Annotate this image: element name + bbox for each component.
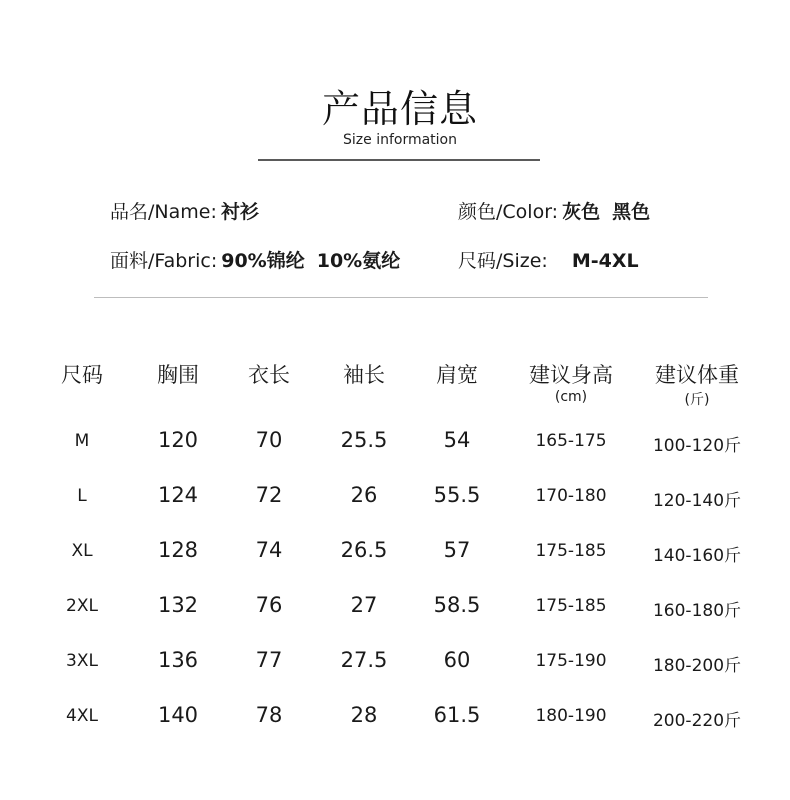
table-cell-weight: 200-220斤 (652, 711, 742, 731)
table-cell-length: 72 (255, 483, 283, 507)
info-size (458, 246, 639, 273)
page-subtitle: Size information (343, 132, 457, 148)
table-cell-sleeve: 26 (350, 483, 378, 507)
table-cell-size: M (74, 431, 90, 451)
table-cell-length: 76 (255, 593, 283, 617)
column-header-sleeve: 袖长 (343, 363, 385, 387)
table-cell-height: 175-185 (535, 596, 607, 616)
title-divider (258, 159, 540, 161)
column-header-shoulder: 肩宽 (436, 363, 478, 387)
table-cell-height: 180-190 (535, 706, 607, 726)
table-cell-chest: 132 (157, 593, 199, 617)
table-cell-length: 77 (255, 648, 283, 672)
table-cell-sleeve: 27 (350, 593, 378, 617)
column-header-size: 尺码 (61, 363, 103, 387)
table-cell-height: 175-190 (535, 651, 607, 671)
table-cell-shoulder: 57 (443, 538, 471, 562)
section-divider (94, 297, 708, 298)
info-fabric (110, 246, 400, 273)
table-cell-sleeve: 25.5 (340, 428, 388, 452)
table-cell-weight: 160-180斤 (652, 601, 742, 621)
table-cell-weight: 100-120斤 (652, 436, 742, 456)
fabric-label: 面料/Fabric: (110, 250, 218, 272)
size-value: M-4XL (571, 250, 639, 272)
table-cell-shoulder: 61.5 (433, 703, 481, 727)
column-header-height: 建议身高 (529, 363, 613, 387)
table-cell-height: 175-185 (535, 541, 607, 561)
table-cell-chest: 128 (157, 538, 199, 562)
column-header-chest: 胸围 (157, 363, 199, 387)
table-cell-weight: 180-200斤 (652, 656, 742, 676)
column-header-weight: 建议体重 (655, 363, 739, 387)
table-cell-weight: 140-160斤 (652, 546, 742, 566)
table-cell-height: 165-175 (535, 431, 607, 451)
color-label: 颜色/Color: (458, 201, 559, 223)
table-cell-shoulder: 55.5 (433, 483, 481, 507)
info-color (458, 197, 650, 224)
table-cell-sleeve: 26.5 (340, 538, 388, 562)
table-cell-size: 3XL (66, 651, 98, 671)
color-value-gray: 灰色 (562, 201, 601, 223)
size-label: 尺码/Size: (458, 250, 548, 272)
table-cell-weight: 120-140斤 (652, 491, 742, 511)
table-cell-chest: 120 (157, 428, 199, 452)
table-cell-size: L (77, 486, 87, 506)
color-value-black: 黑色 (612, 201, 651, 223)
table-cell-length: 74 (255, 538, 283, 562)
table-cell-length: 70 (255, 428, 283, 452)
table-cell-size: 4XL (66, 706, 98, 726)
table-cell-shoulder: 58.5 (433, 593, 481, 617)
table-cell-chest: 140 (157, 703, 199, 727)
column-header-length: 衣长 (248, 363, 290, 387)
table-cell-shoulder: 54 (443, 428, 471, 452)
page-title: 产品信息 (321, 87, 478, 131)
name-value: 衬衫 (220, 201, 259, 223)
table-cell-chest: 136 (157, 648, 199, 672)
column-unit-weight: (斤) (684, 392, 710, 408)
fabric-value-nylon: 90%锦纶 (221, 250, 305, 272)
table-cell-sleeve: 28 (350, 703, 378, 727)
name-label: 品名/Name: (110, 201, 217, 223)
table-cell-shoulder: 60 (443, 648, 471, 672)
table-cell-height: 170-180 (535, 486, 607, 506)
column-unit-height: (cm) (554, 389, 588, 405)
info-name (110, 197, 259, 224)
table-cell-size: XL (71, 541, 93, 561)
table-cell-size: 2XL (66, 596, 98, 616)
table-cell-chest: 124 (157, 483, 199, 507)
table-cell-sleeve: 27.5 (340, 648, 388, 672)
fabric-value-spandex: 10%氨纶 (316, 250, 401, 272)
table-cell-length: 78 (255, 703, 283, 727)
